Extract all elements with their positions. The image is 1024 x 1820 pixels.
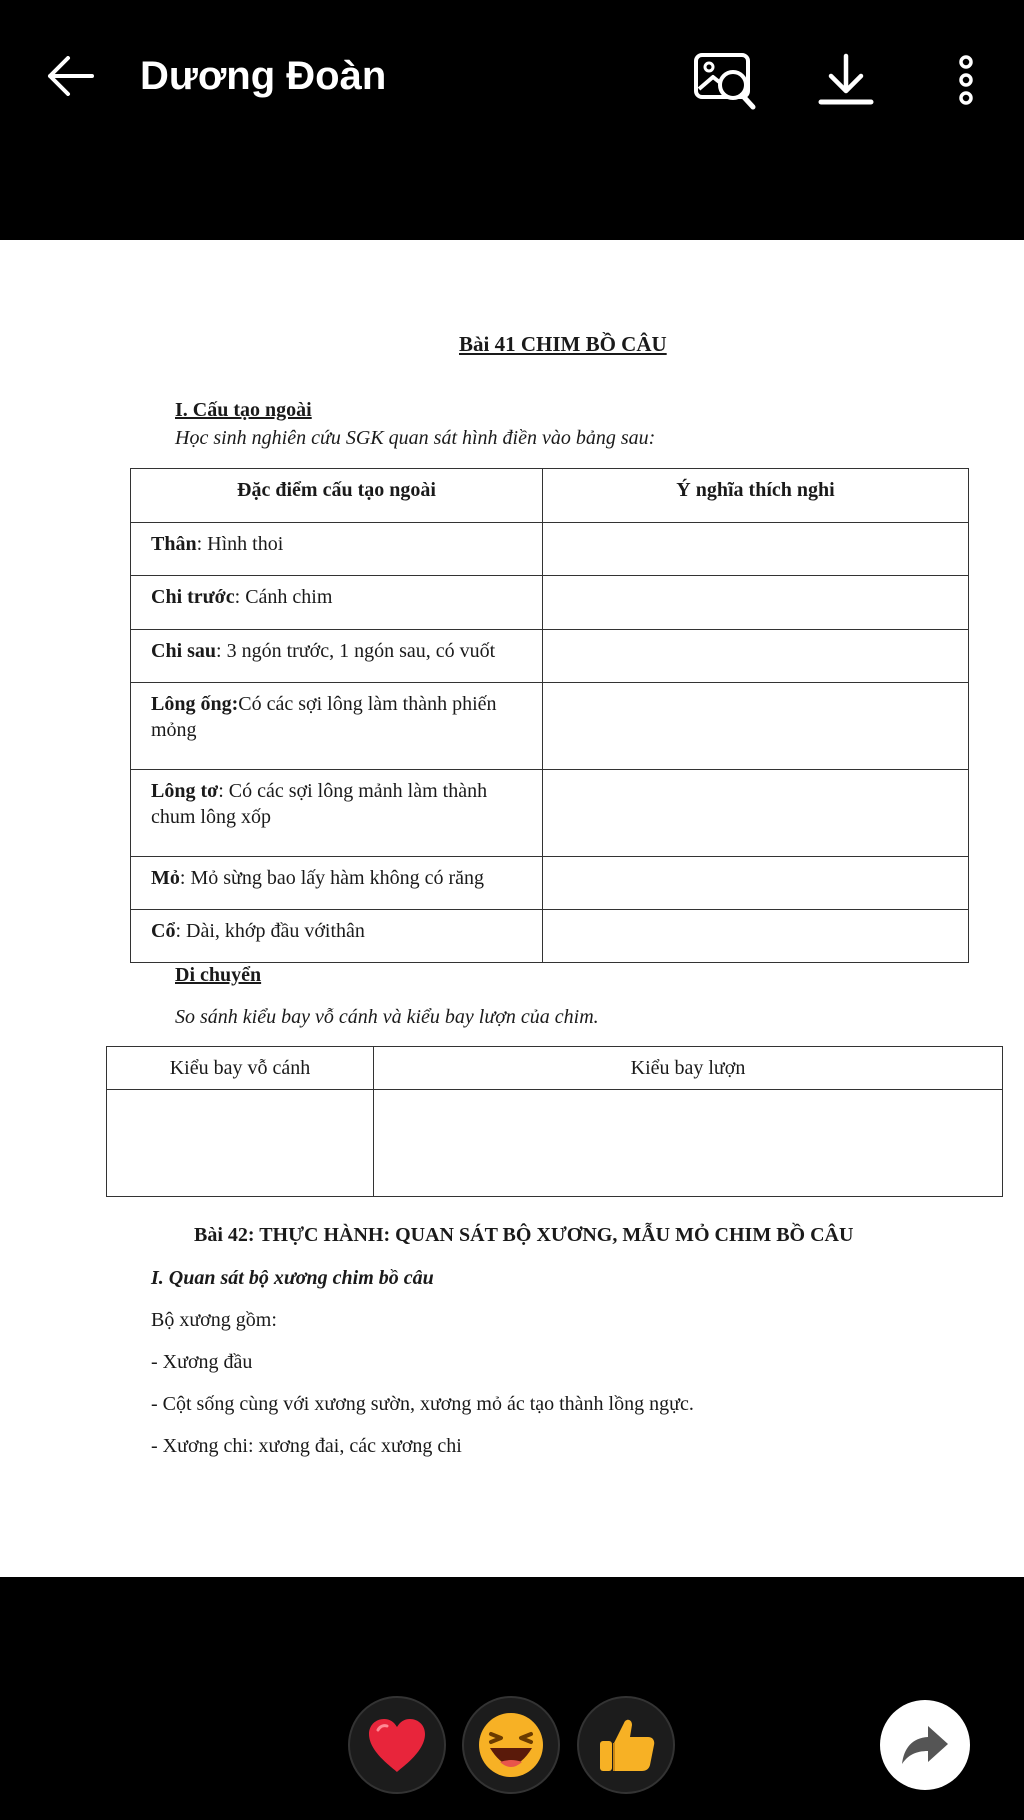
feature-text: 3 ngón trước, 1 ngón sau, có vuốt xyxy=(226,640,496,662)
section-2-instruction: So sánh kiểu bay vỗ cánh và kiểu bay lượn của chim. xyxy=(175,1006,599,1028)
more-options-button[interactable] xyxy=(930,44,1002,116)
meaning-cell xyxy=(543,910,969,963)
image-search-icon xyxy=(693,49,759,111)
download-icon xyxy=(817,52,875,108)
section-1-heading: I. Cấu tạo ngoài xyxy=(175,399,312,421)
thumbs-up-icon xyxy=(594,1713,658,1777)
more-vertical-icon xyxy=(956,55,976,105)
feature-text: Cánh chim xyxy=(245,586,333,608)
skeleton-item: - Cột sống cùng với xương sườn, xương mỏ ác tạo thành lồng ngực. xyxy=(151,1393,694,1415)
table-header: Ý nghĩa thích nghi xyxy=(543,469,969,523)
skeleton-item: - Xương chi: xương đai, các xương chi xyxy=(151,1435,462,1457)
top-bar xyxy=(0,0,1024,240)
lesson-41-title: Bài 41 CHIM BỒ CÂU xyxy=(459,332,667,356)
external-structure-table xyxy=(130,468,969,963)
flap-flight-cell xyxy=(107,1090,374,1197)
feature-text: Dài, khớp đầu vớithân xyxy=(186,920,365,942)
feature-text: Có các sợi lông làm thành phiến mỏng xyxy=(151,693,497,741)
table-row: Mỏ: Mỏ sừng bao lấy hàm không có răng xyxy=(131,857,969,910)
lesson-42-subheading: I. Quan sát bộ xương chim bồ câu xyxy=(151,1267,434,1289)
image-search-button[interactable] xyxy=(690,44,762,116)
table-row xyxy=(107,1090,1003,1197)
table-header: Đặc điểm cấu tạo ngoài xyxy=(131,469,543,523)
feature-label: Chi sau xyxy=(151,640,217,662)
table-row: Cổ: Dài, khớp đầu vớithân xyxy=(131,910,969,963)
table-header: Kiểu bay vỗ cánh xyxy=(107,1047,374,1090)
feature-label: Lông tơ xyxy=(151,780,219,802)
lesson-42-title: Bài 42: THỰC HÀNH: QUAN SÁT BỘ XƯƠNG, MẪU MỎ CHIM BỒ CÂU xyxy=(194,1224,854,1246)
feature-label: Lông ống: xyxy=(151,693,239,715)
meaning-cell xyxy=(543,630,969,683)
heart-reaction-button[interactable] xyxy=(348,1696,446,1794)
sender-name: Dương Đoàn xyxy=(140,54,387,98)
skeleton-intro: Bộ xương gồm: xyxy=(151,1309,277,1331)
download-button[interactable] xyxy=(810,44,882,116)
table-row xyxy=(131,683,969,770)
feature-text: Mỏ sừng bao lấy hàm không có răng xyxy=(190,867,485,889)
meaning-cell xyxy=(543,683,969,770)
skeleton-item: - Xương đầu xyxy=(151,1351,253,1373)
share-arrow-icon xyxy=(900,1724,950,1766)
table-row: Chi trước: Cánh chim xyxy=(131,576,969,630)
glide-flight-cell xyxy=(374,1090,1003,1197)
meaning-cell xyxy=(543,523,969,576)
feature-label: Mỏ xyxy=(151,867,180,889)
laughing-face-icon xyxy=(476,1710,546,1780)
table-row: Thân: Hình thoi xyxy=(131,523,969,576)
haha-reaction-button[interactable] xyxy=(462,1696,560,1794)
table-row: Chi sau: 3 ngón trước, 1 ngón sau, có vuốt xyxy=(131,630,969,683)
feature-text: Có các sợi lông mảnh làm thành chum lông xốp xyxy=(151,780,488,828)
feature-label: Chi trước xyxy=(151,586,235,608)
back-arrow-icon xyxy=(46,56,94,96)
table-header: Kiểu bay lượn xyxy=(374,1047,1003,1090)
feature-label: Thân xyxy=(151,533,197,555)
section-2-heading: Di chuyển xyxy=(175,964,262,986)
document-photo xyxy=(0,240,1024,1577)
meaning-cell xyxy=(543,770,969,857)
share-button[interactable] xyxy=(880,1700,970,1790)
table-row: Lông tơ: Có các sợi lông mảnh làm thành chum lông xốp xyxy=(131,770,969,857)
feature-label: Cổ xyxy=(151,920,176,942)
meaning-cell xyxy=(543,576,969,630)
section-1-instruction: Học sinh nghiên cứu SGK quan sát hình điền vào bảng sau: xyxy=(175,427,656,449)
back-button[interactable] xyxy=(40,48,100,104)
heart-icon xyxy=(365,1716,429,1774)
meaning-cell xyxy=(543,857,969,910)
like-reaction-button[interactable] xyxy=(577,1696,675,1794)
flight-comparison-table xyxy=(106,1046,1003,1197)
feature-text: Hình thoi xyxy=(207,533,284,555)
